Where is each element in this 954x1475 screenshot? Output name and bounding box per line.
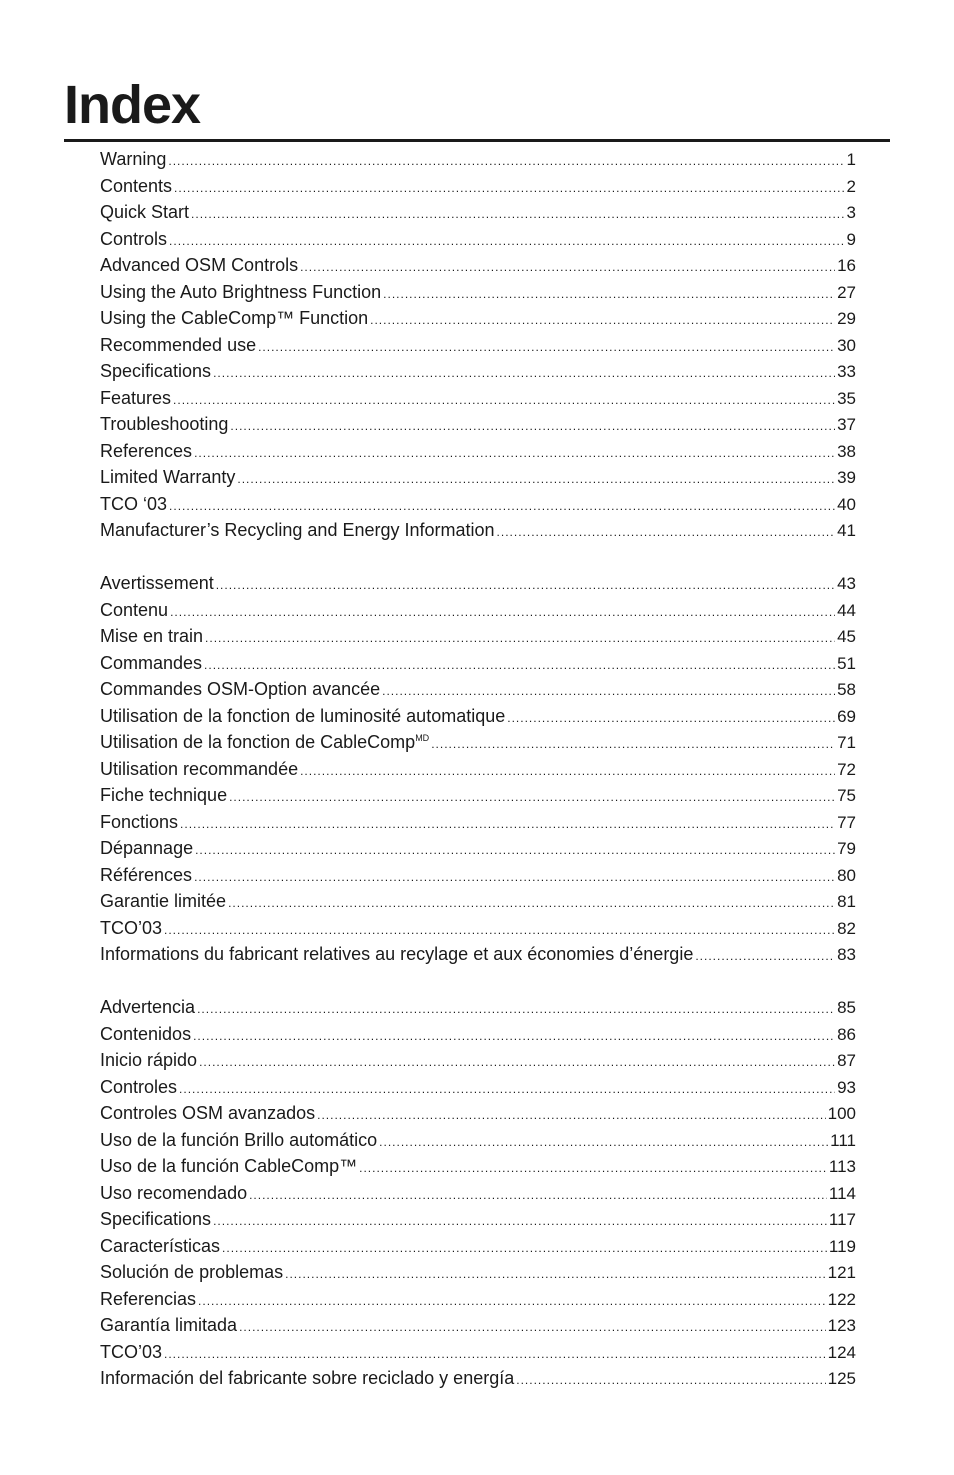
page-number: 87	[837, 1051, 856, 1070]
page-title: Index	[64, 75, 201, 135]
dot-leader	[169, 493, 835, 520]
index-entry[interactable]	[100, 1286, 856, 1313]
dot-leader	[205, 625, 835, 652]
index-entry[interactable]	[100, 173, 856, 200]
entry-label: Troubleshooting	[100, 414, 229, 434]
page-number: 93	[837, 1077, 856, 1097]
dot-leader	[168, 148, 844, 175]
dot-leader	[300, 254, 835, 281]
dot-leader	[507, 705, 835, 732]
dot-leader	[222, 1235, 827, 1262]
index-entry[interactable]	[100, 570, 856, 597]
page-number: 80	[837, 865, 856, 885]
index-entry[interactable]	[100, 1259, 856, 1286]
page-number: 124	[827, 1342, 856, 1362]
page-number: 39	[837, 468, 856, 487]
title-divider	[64, 139, 890, 142]
entry-label: Limited Warranty	[100, 467, 236, 487]
entry-label: Specifications	[100, 361, 212, 381]
dot-leader	[197, 996, 835, 1023]
entry-label: Información del fabricante sobre reciclado y energía	[100, 1368, 515, 1388]
dot-leader	[249, 1182, 827, 1209]
entry-label: Commandes	[100, 652, 203, 673]
index-entry[interactable]	[100, 1233, 856, 1260]
entry-label: Warning	[100, 149, 167, 169]
index-entry[interactable]	[100, 729, 856, 756]
entry-label: Controles	[100, 1076, 178, 1097]
index-entry[interactable]	[100, 464, 856, 491]
entry-label: Avertissement	[100, 573, 214, 593]
entry-label: Utilisation recommandée	[100, 758, 299, 779]
page-number: 72	[837, 759, 856, 779]
index-entry[interactable]	[100, 994, 856, 1021]
page-number: 44	[837, 600, 856, 620]
page-number: 86	[837, 1024, 856, 1044]
index-entry[interactable]	[100, 915, 856, 942]
page-number: 121	[827, 1263, 856, 1282]
page-number: 45	[837, 627, 856, 646]
entry-label: Referencias	[100, 1288, 197, 1309]
index-entry[interactable]	[100, 1047, 856, 1074]
entry-label: Références	[100, 864, 193, 885]
dot-leader	[379, 1129, 828, 1156]
index-entry[interactable]	[100, 862, 856, 889]
page-number: 117	[828, 1210, 856, 1229]
index-entry[interactable]	[100, 305, 856, 332]
page-number: 119	[828, 1236, 856, 1256]
dot-leader	[204, 652, 835, 679]
page-number: 69	[837, 706, 856, 726]
entry-label: Utilisation de la fonction de luminosité automatique	[100, 705, 506, 726]
index-entry[interactable]	[100, 1206, 856, 1233]
dot-leader	[359, 1155, 827, 1182]
index-entry[interactable]	[100, 676, 856, 703]
entry-label: Advanced OSM Controls	[100, 255, 299, 275]
page-number: 79	[837, 839, 856, 858]
page-number: 33	[837, 362, 856, 381]
page-number: 27	[837, 282, 856, 302]
index-entry[interactable]	[100, 438, 856, 465]
index-section	[100, 570, 856, 968]
page-number: 29	[837, 309, 856, 328]
dot-leader	[169, 228, 845, 255]
page-number: 3	[846, 203, 856, 222]
index-entry[interactable]	[100, 1074, 856, 1101]
page-number: 123	[827, 1316, 856, 1335]
page-number: 38	[837, 441, 856, 461]
dot-leader	[229, 784, 835, 811]
index-entry[interactable]	[100, 1339, 856, 1366]
entry-label: Garantía limitada	[100, 1315, 238, 1335]
dot-leader	[237, 466, 835, 493]
dot-leader	[431, 731, 835, 758]
entry-label: References	[100, 440, 193, 461]
index-entry[interactable]	[100, 146, 856, 173]
index-entry[interactable]	[100, 491, 856, 518]
page-number: 125	[827, 1369, 856, 1388]
page-number: 58	[837, 680, 856, 699]
dot-leader	[213, 360, 835, 387]
dot-leader	[164, 1341, 826, 1368]
entry-label: Mise en train	[100, 626, 204, 646]
dot-leader	[194, 440, 835, 467]
entry-label: Uso de la función CableComp™	[100, 1156, 358, 1176]
dot-leader	[179, 1076, 835, 1103]
dot-leader	[213, 1208, 827, 1235]
index-entry[interactable]	[100, 941, 856, 968]
entry-label: Using the CableComp™ Function	[100, 308, 369, 328]
dot-leader	[173, 387, 835, 414]
index-entry[interactable]	[100, 703, 856, 730]
entry-label: Contenidos	[100, 1023, 192, 1044]
index-list	[100, 146, 856, 1392]
page-number: 41	[837, 521, 856, 540]
page-number: 85	[837, 998, 856, 1017]
dot-leader	[198, 1288, 826, 1315]
superscript-mark: MD	[415, 733, 430, 743]
page-number: 2	[846, 176, 856, 196]
index-entry[interactable]	[100, 358, 856, 385]
page-number: 114	[828, 1183, 856, 1203]
entry-label: Using the Auto Brightness Function	[100, 281, 382, 302]
page-number: 75	[837, 786, 856, 805]
index-entry[interactable]	[100, 517, 856, 544]
index-entry[interactable]	[100, 332, 856, 359]
entry-label: Controls	[100, 228, 168, 249]
index-entry[interactable]	[100, 1021, 856, 1048]
index-entry[interactable]	[100, 1180, 856, 1207]
dot-leader	[216, 572, 835, 599]
dot-leader	[370, 307, 835, 334]
index-entry[interactable]	[100, 1312, 856, 1339]
index-entry[interactable]	[100, 623, 856, 650]
page-number: 16	[837, 256, 856, 275]
dot-leader	[239, 1314, 826, 1341]
page-number: 43	[837, 574, 856, 593]
index-entry[interactable]	[100, 1153, 856, 1180]
dot-leader	[383, 281, 835, 308]
page-number: 111	[830, 1130, 856, 1150]
page-number: 35	[837, 388, 856, 408]
dot-leader	[695, 943, 835, 970]
index-entry[interactable]	[100, 1127, 856, 1154]
entry-label: Informations du fabricant relatives au recylage et aux économies d’énergie	[100, 944, 694, 964]
page-number: 37	[837, 415, 856, 434]
index-entry[interactable]	[100, 199, 856, 226]
entry-label: Contenu	[100, 599, 169, 620]
page-number: 1	[846, 150, 856, 169]
page-number: 71	[837, 733, 856, 752]
dot-leader	[195, 837, 835, 864]
page-number: 77	[837, 812, 856, 832]
dot-leader	[199, 1049, 835, 1076]
dot-leader	[497, 519, 836, 546]
entry-label: Specifications	[100, 1209, 212, 1229]
entry-label: Características	[100, 1235, 221, 1256]
page-number: 100	[827, 1104, 856, 1123]
dot-leader	[258, 334, 835, 361]
page-number: 113	[828, 1157, 856, 1176]
dot-leader	[170, 599, 835, 626]
entry-label: Uso de la función Brillo automático	[100, 1129, 378, 1150]
entry-label: Solución de problemas	[100, 1262, 284, 1282]
index-entry[interactable]	[100, 809, 856, 836]
index-entry[interactable]	[100, 1100, 856, 1127]
dot-leader	[516, 1367, 825, 1394]
index-entry[interactable]	[100, 1365, 856, 1392]
dot-leader	[285, 1261, 826, 1288]
page-number: 122	[827, 1289, 856, 1309]
entry-label: Commandes OSM-Option avancée	[100, 679, 381, 699]
page-number: 30	[837, 335, 856, 355]
dot-leader	[180, 811, 835, 838]
dot-leader	[193, 1023, 835, 1050]
entry-label: Inicio rápido	[100, 1050, 198, 1070]
dot-leader	[174, 175, 844, 202]
entry-label: Features	[100, 387, 172, 408]
entry-label: Fiche technique	[100, 785, 228, 805]
entry-label: Utilisation de la fonction de CableComp$^{MD}$	[100, 732, 430, 752]
dot-leader	[300, 758, 835, 785]
index-section	[100, 146, 856, 544]
entry-label: Contents	[100, 175, 173, 196]
page-number: 83	[837, 945, 856, 964]
entry-label: Garantie limitée	[100, 891, 227, 911]
page-number: 9	[846, 229, 856, 249]
entry-label: TCO ‘03	[100, 493, 168, 514]
index-entry[interactable]	[100, 411, 856, 438]
entry-label: Manufacturer’s Recycling and Energy Information	[100, 520, 495, 540]
index-entry[interactable]	[100, 650, 856, 677]
index-entry[interactable]	[100, 279, 856, 306]
dot-leader	[228, 890, 835, 917]
index-entry[interactable]	[100, 226, 856, 253]
index-entry[interactable]	[100, 252, 856, 279]
page-number: 82	[837, 918, 856, 938]
index-entry[interactable]	[100, 888, 856, 915]
index-entry[interactable]	[100, 756, 856, 783]
entry-label: TCO’03	[100, 1341, 163, 1362]
index-entry[interactable]	[100, 597, 856, 624]
page-number: 40	[837, 494, 856, 514]
dot-leader	[382, 678, 835, 705]
index-section	[100, 994, 856, 1392]
entry-label: Advertencia	[100, 997, 196, 1017]
entry-label: TCO’03	[100, 917, 163, 938]
page-number: 81	[837, 892, 856, 911]
entry-label: Controles OSM avanzados	[100, 1103, 316, 1123]
dot-leader	[317, 1102, 826, 1129]
entry-label: Dépannage	[100, 838, 194, 858]
dot-leader	[194, 864, 835, 891]
entry-label: Fonctions	[100, 811, 179, 832]
index-entry[interactable]	[100, 835, 856, 862]
index-entry[interactable]	[100, 385, 856, 412]
entry-label: Uso recomendado	[100, 1182, 248, 1203]
page-number: 51	[837, 653, 856, 673]
entry-label: Recommended use	[100, 334, 257, 355]
dot-leader	[164, 917, 835, 944]
index-entry[interactable]	[100, 782, 856, 809]
dot-leader	[230, 413, 835, 440]
entry-label: Quick Start	[100, 202, 190, 222]
dot-leader	[191, 201, 845, 228]
